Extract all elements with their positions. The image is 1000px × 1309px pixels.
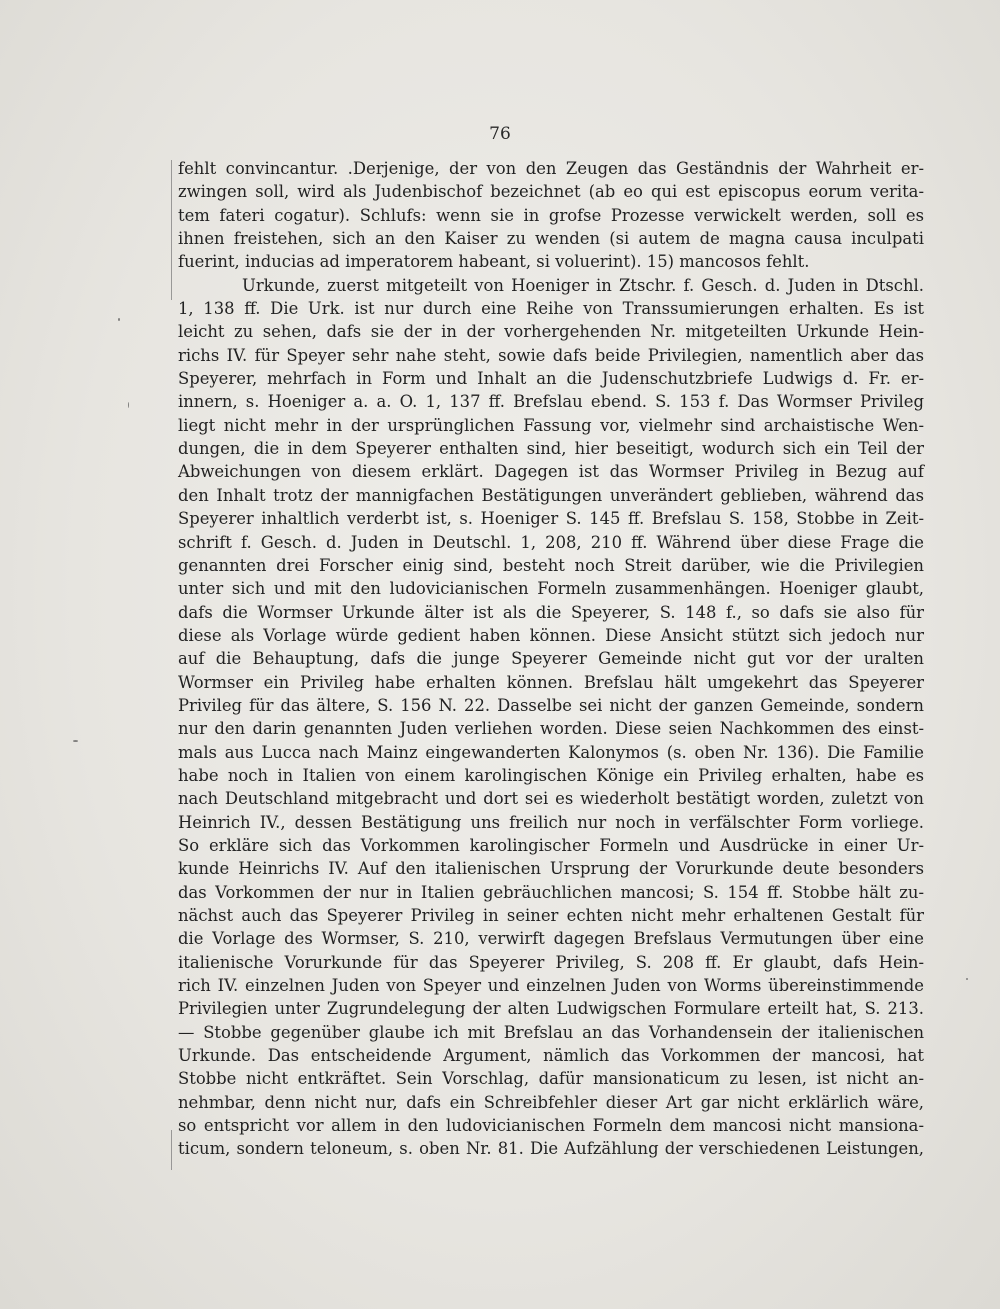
- text-line: leicht zu sehen, dafs sie der in der vorhergehenden Nr. mitgeteilten Urkunde Hein-: [178, 322, 924, 342]
- text-line: Stobbe nicht entkräftet. Sein Vorschlag, dafür mansionaticum zu lesen, ist nicht an-: [178, 1069, 924, 1089]
- ink-speck: [128, 402, 129, 408]
- text-line: fuerint, inducias ad imperatorem habeant, si voluerint). 15) mancosos fehlt.: [178, 252, 810, 272]
- text-line: Speyerer, mehrfach in Form und Inhalt an die Judenschutzbriefe Ludwigs d. Fr. er-: [178, 369, 924, 389]
- text-line: ticum, sondern teloneum, s. oben Nr. 81. Die Aufzählung der verschiedenen Leistungen,: [178, 1139, 924, 1159]
- text-line: Abweichungen von diesem erklärt. Dagegen ist das Wormser Privileg in Bezug auf: [178, 462, 924, 482]
- text-line: habe noch in Italien von einem karolingischen Könige ein Privileg erhalten, habe es: [178, 765, 924, 785]
- text-line: den Inhalt trotz der mannigfachen Bestätigungen unverändert geblieben, während das: [178, 485, 924, 505]
- text-line: nächst auch das Speyerer Privileg in seiner echten nicht mehr erhaltenen Gestalt für: [178, 906, 924, 925]
- text-line: 1, 138 ff. Die Urk. ist nur durch eine Reihe von Transsumierungen erhalten. Es ist: [178, 299, 924, 319]
- text-line: Urkunde, zuerst mitgeteilt von Hoeniger in Ztschr. f. Gesch. d. Juden in Dtschl.: [242, 275, 924, 295]
- text-line: rich IV. einzelnen Juden von Speyer und einzelnen Juden von Worms übereinstimmende: [178, 976, 924, 996]
- text-line: fehlt convincantur. .Derjenige, der von den Zeugen das Geständnis der Wahrheit er-: [178, 159, 924, 178]
- text-line: tem fateri cogatur). Schlufs: wenn sie in grofse Prozesse verwickelt werden, soll es: [178, 205, 924, 225]
- text-line: richs IV. für Speyer sehr nahe steht, sowie dafs beide Privilegien, namentlich aber das: [178, 345, 924, 365]
- body-text: [178, 157, 924, 1161]
- text-line: liegt nicht mehr in der ursprünglichen Fassung vor, vielmehr sind archaistische Wen-: [178, 415, 924, 435]
- text-line: so entspricht vor allem in den ludovicianischen Formeln dem mancosi nicht mansiona-: [178, 1116, 924, 1136]
- text-line: mals aus Lucca nach Mainz eingewanderten Kalonymos (s. oben Nr. 136). Die Familie: [178, 742, 924, 762]
- text-line: Privileg für das ältere, S. 156 N. 22. Dasselbe sei nicht der ganzen Gemeinde, sondern: [178, 695, 924, 715]
- text-line: Wormser ein Privileg habe erhalten können. Brefslau hält umgekehrt das Speyerer: [178, 672, 924, 692]
- text-line: Speyerer inhaltlich verderbt ist, s. Hoeniger S. 145 ff. Brefslau S. 158, Stobbe in Zeit-: [178, 509, 924, 529]
- page-number: 76: [489, 124, 511, 144]
- ink-speck: [966, 978, 968, 980]
- text-line: ihnen freistehen, sich an den Kaiser zu wenden (si autem de magna causa inculpati: [178, 229, 924, 249]
- text-line: zwingen soll, wird als Judenbischof bezeichnet (ab eo qui est episcopus eorum verita-: [178, 182, 924, 202]
- margin-rule: [171, 1130, 172, 1170]
- text-line: auf die Behauptung, dafs die junge Speyerer Gemeinde nicht gut vor der uralten: [178, 649, 924, 669]
- text-line: nach Deutschland mitgebracht und dort sei es wiederholt bestätigt worden, zuletzt von: [178, 789, 924, 809]
- ink-speck: [118, 318, 120, 321]
- text-line: schrift f. Gesch. d. Juden in Deutschl. 1, 208, 210 ff. Während über diese Frage die: [178, 532, 924, 552]
- text-line: Heinrich IV., dessen Bestätigung uns freilich nur noch in verfälschter Form vorliege.: [178, 812, 924, 832]
- text-line: — Stobbe gegenüber glaube ich mit Brefslau an das Vorhandensein der italienischen: [178, 1022, 924, 1042]
- text-line: So erkläre sich das Vorkommen karolingischer Formeln und Ausdrücke in einer Ur-: [178, 835, 924, 855]
- text-line: nur den darin genannten Juden verliehen worden. Diese seien Nachkommen des einst-: [178, 719, 924, 739]
- text-line: das Vorkommen der nur in Italien gebräuchlichen mancosi; S. 154 ff. Stobbe hält zu-: [178, 882, 924, 902]
- text-line: kunde Heinrichs IV. Auf den italienischen Ursprung der Vorurkunde deute besonders: [178, 859, 924, 879]
- text-line: unter sich und mit den ludovicianischen Formeln zusammenhängen. Hoeniger glaubt,: [178, 579, 924, 599]
- text-line: dafs die Wormser Urkunde älter ist als die Speyerer, S. 148 f., so dafs sie also für: [178, 602, 924, 622]
- text-line: Privilegien unter Zugrundelegung der alten Ludwigschen Formulare erteilt hat, S. 213.: [178, 999, 924, 1019]
- ink-speck: [73, 740, 78, 742]
- text-line: Urkunde. Das entscheidende Argument, nämlich das Vorkommen der mancosi, hat: [178, 1046, 924, 1066]
- text-line: genannten drei Forscher einig sind, besteht noch Streit darüber, wie die Privilegien: [178, 555, 924, 575]
- margin-rule: [171, 160, 172, 300]
- text-line: italienische Vorurkunde für das Speyerer Privileg, S. 208 ff. Er glaubt, dafs Hein-: [178, 952, 924, 972]
- text-line: diese als Vorlage würde gedient haben können. Diese Ansicht stützt sich jedoch nur: [178, 625, 924, 645]
- text-line: nehmbar, denn nicht nur, dafs ein Schreibfehler dieser Art gar nicht erklärlich wäre,: [178, 1092, 924, 1112]
- text-line: die Vorlage des Wormser, S. 210, verwirft dagegen Brefslaus Vermutungen über eine: [178, 929, 924, 949]
- text-line: innern, s. Hoeniger a. a. O. 1, 137 ff. Brefslau ebend. S. 153 f. Das Wormser Privileg: [178, 392, 924, 412]
- text-line: dungen, die in dem Speyerer enthalten sind, hier beseitigt, wodurch sich ein Teil der: [178, 439, 924, 459]
